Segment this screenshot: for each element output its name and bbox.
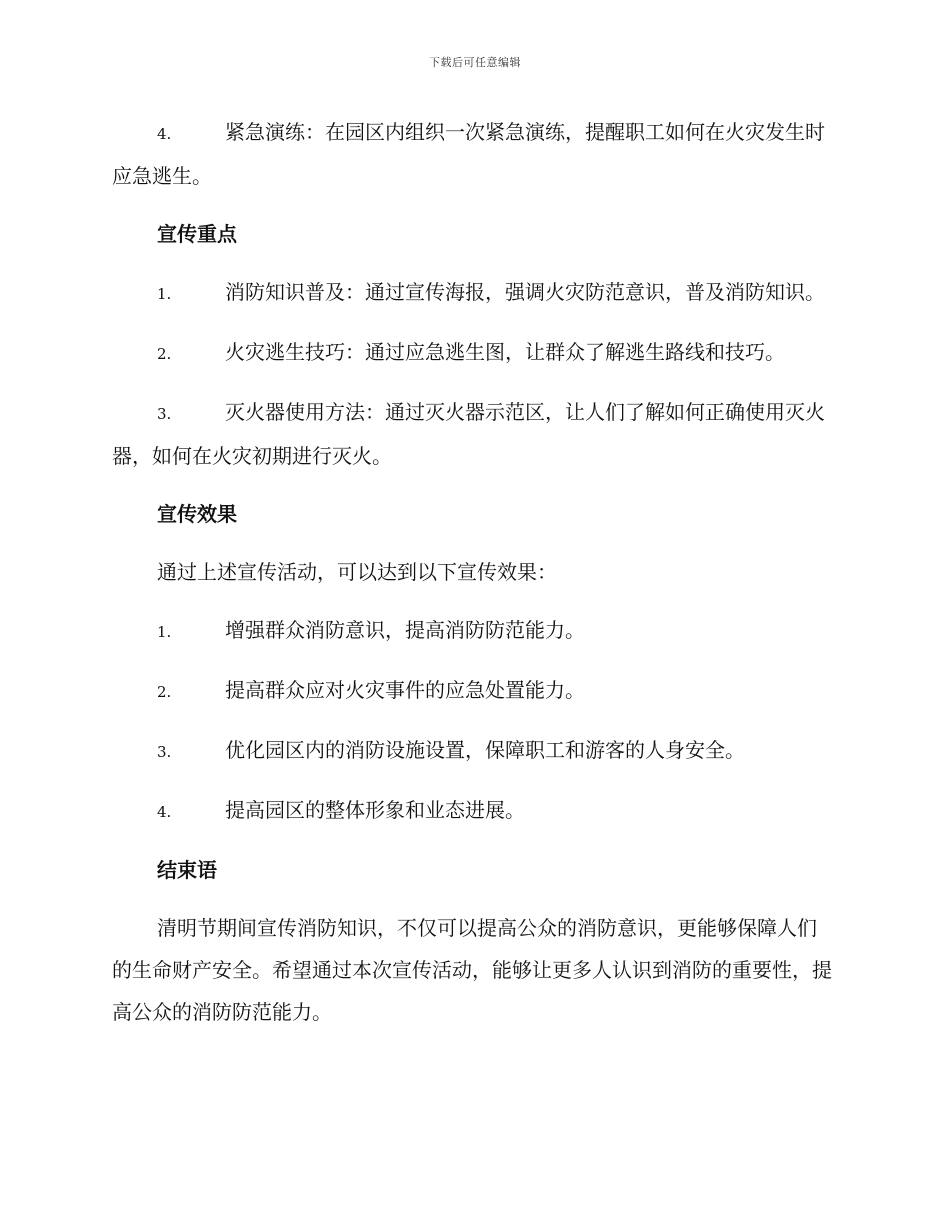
list-item-text: 紧急演练：在园区内组织一次紧急演练，提醒职工如何在火灾发生时应急逃生。 [112, 120, 825, 188]
list-item-number: 3. [157, 743, 172, 761]
section-heading-conclusion: 结束语 [157, 858, 217, 882]
list-item-focus-2 [112, 331, 834, 375]
list-item-text: 增强群众消防意识，提高消防防范能力。 [225, 618, 585, 642]
document-content [112, 111, 834, 1033]
list-item-text: 火灾逃生技巧：通过应急逃生图，让群众了解逃生路线和技巧。 [225, 340, 785, 364]
list-item-effect-2 [112, 669, 834, 713]
list-item-number: 4. [157, 125, 172, 143]
conclusion-paragraph: 清明节期间宣传消防知识，不仅可以提高公众的消防意识，更能够保障人们的生命财产安全。希望通过本次宣传活动，能够让更多人认识到消防的重要性，提高公众的消防防范能力。 [112, 916, 832, 1024]
list-item-number: 1. [157, 285, 172, 303]
list-item-focus-3 [112, 391, 834, 477]
list-item-effect-1 [112, 609, 834, 653]
list-item-number: 4. [157, 803, 172, 821]
list-item-text: 提高群众应对火灾事件的应急处置能力。 [225, 678, 585, 702]
list-item-text: 消防知识普及：通过宣传海报，强调火灾防范意识，普及消防知识。 [225, 280, 825, 304]
page-header-note: 下载后可任意编辑 [429, 56, 521, 69]
list-item-number: 2. [157, 683, 172, 701]
list-item-text: 提高园区的整体形象和业态进展。 [225, 798, 525, 822]
list-item-text: 灭火器使用方法：通过灭火器示范区，让人们了解如何正确使用灭火器，如何在火灾初期进行灭火。 [112, 400, 825, 468]
list-item-number: 1. [157, 623, 172, 641]
list-item-number: 2. [157, 345, 172, 363]
section-heading-focus: 宣传重点 [157, 222, 237, 246]
list-item-effect-3 [112, 729, 834, 773]
list-item-number: 3. [157, 405, 172, 423]
list-item-emergency-drill [112, 111, 834, 197]
list-item-effect-4 [112, 789, 834, 833]
list-item-focus-1 [112, 271, 834, 315]
section-heading-effect: 宣传效果 [157, 502, 237, 526]
list-item-text: 优化园区内的消防设施设置，保障职工和游客的人身安全。 [225, 738, 745, 762]
effect-intro-paragraph: 通过上述宣传活动，可以达到以下宣传效果： [157, 560, 557, 584]
